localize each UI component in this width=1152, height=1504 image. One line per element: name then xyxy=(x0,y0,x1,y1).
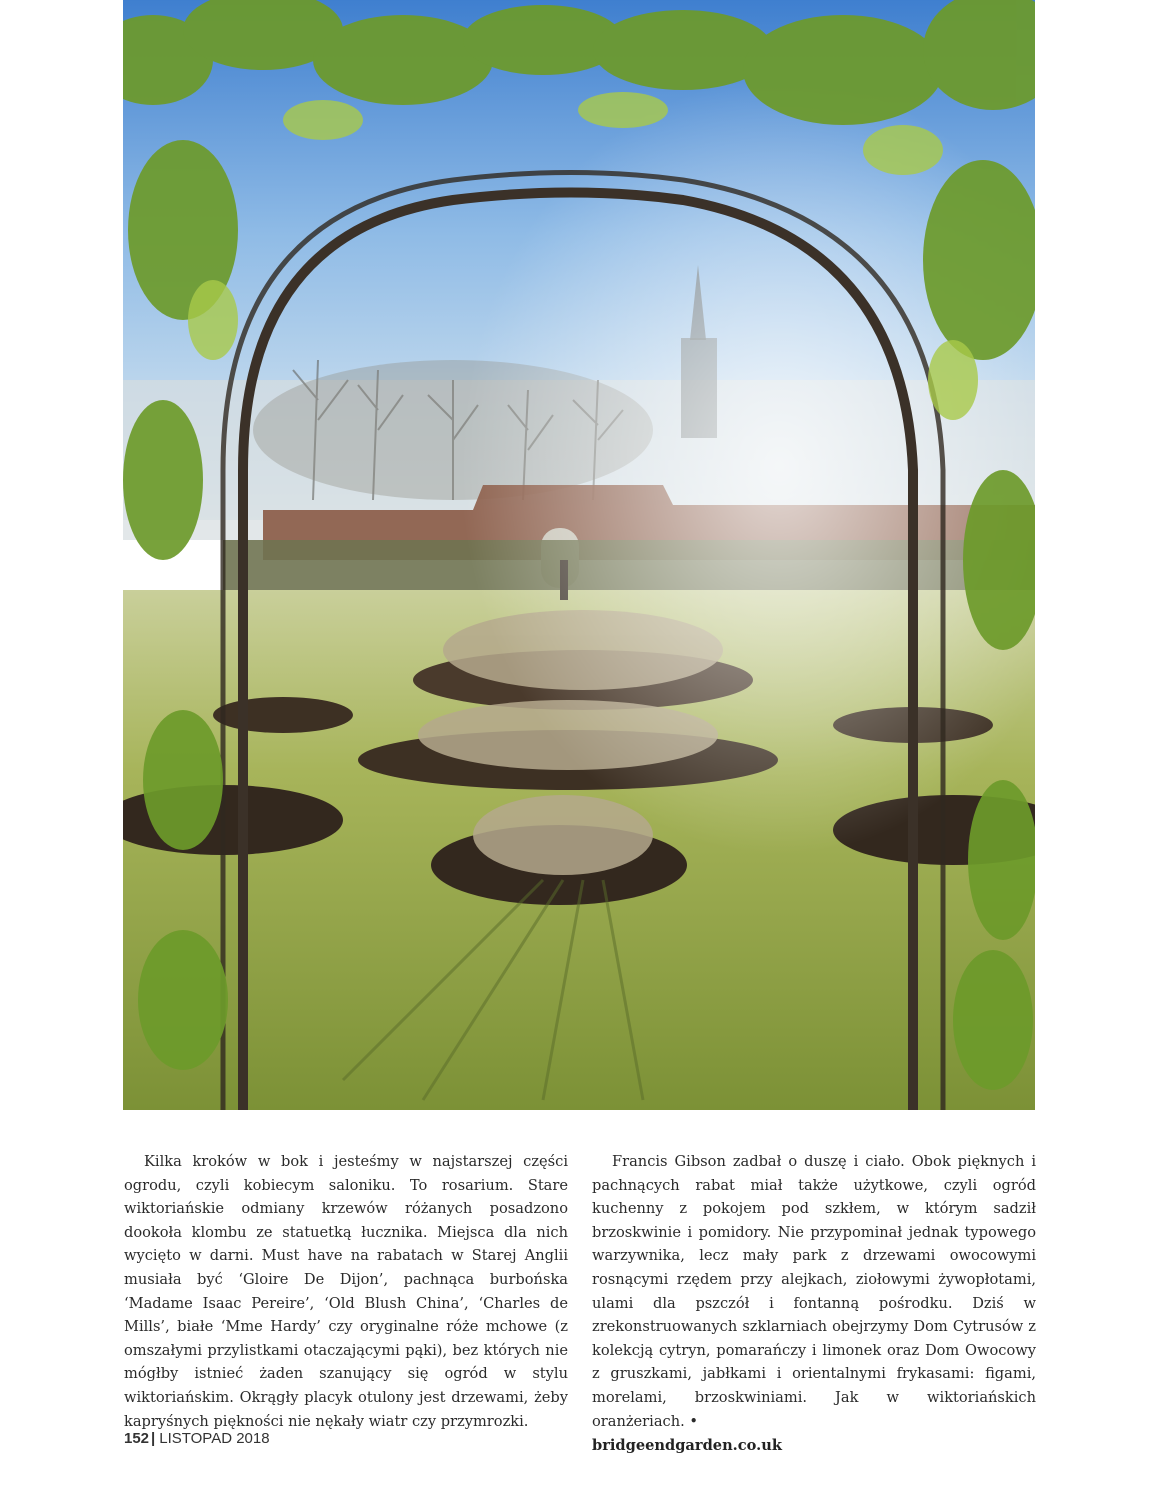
article-paragraph: Kilka kroków w bok i jesteśmy w najstarszej części ogrodu, czyli kobiecym saloniku. To rosarium. Stare wiktoriańskie odmiany krzewów różanych posadzono dookoła klombu ze statuetką łucznika. Miejsca dla nich wycięto w darni. Must have na rabatach w Starej Anglii musiała być ‘Gloire De Dijon’, pachnąca burbońska ‘Madame Isaac Pereire’, ‘Old Blush China’, ‘Charles de Mills’, białe ‘Mme Hardy’ czy oryginalne róże mchowe (z omszałymi przylistkami otaczającymi pąki), bez których nie mógłby istnieć żaden szanujący się ogród w stylu wiktoriańskim. Okrągły placyk otulony jest drzewami, żeby kapryśnych piękności nie nękały wiatr czy przymrozki. xyxy=(124,1153,568,1430)
footer-separator: | xyxy=(151,1430,156,1447)
article-paragraph: Francis Gibson zadbał o duszę i ciało. Obok pięknych i pachnących rabat miał także użytkowe, czyli ogród kuchenny z pokojem pod szkłem, w którym sadził brzoskwinie i pomidory. Nie przypominał jednak typowego warzywnika, lecz mały park z drzewami owocowymi rosnącymi rzędem przy alejkach, ziołowymi żywopłotami, ulami dla pszczół i fontanną pośrodku. Dziś w zrekonstruowanych szklarniach obejrzymy Dom Cytrusów z kolekcją cytryn, pomarańczy i limonek oraz Dom Owocowy z gruszkami, jabłkami i orientalnymi frykasami: figami, morelami, brzoskwiniami. Jak w wiktoriańskich oranżeriach. • xyxy=(592,1153,1036,1430)
article-column-left xyxy=(124,1150,568,1433)
article-column-right xyxy=(592,1150,1036,1458)
page-number: 152 xyxy=(124,1430,150,1447)
issue-label: LISTOPAD 2018 xyxy=(159,1430,270,1447)
website-link[interactable]: bridgeendgarden.co.uk xyxy=(592,1437,782,1455)
page-footer xyxy=(124,1430,270,1447)
garden-photo xyxy=(123,0,1035,1110)
